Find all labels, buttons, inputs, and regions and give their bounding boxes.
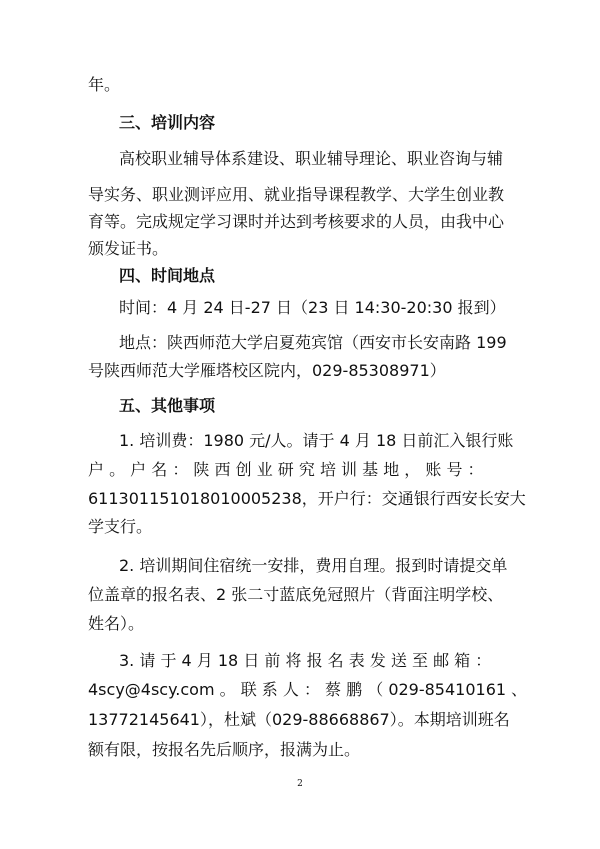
text-line: 姓名）。	[88, 614, 145, 633]
text-line: 位盖章的报名表、2 张二寸蓝底免冠照片（背面注明学校、	[88, 585, 504, 604]
text-line: 号陕西师范大学雁塔校区院内，029-85308971）	[88, 361, 446, 380]
text-line: 1. 培训费：1980 元/人。请于 4 月 18 日前汇入银行账	[119, 431, 514, 450]
text-line: 611301151018010005238，开户行：交通银行西安长安大	[88, 489, 526, 508]
text-line: 高校职业辅导体系建设、职业辅导理论、职业咨询与辅	[119, 149, 504, 168]
section-heading: 三、培训内容	[119, 113, 216, 132]
text-line: 时间：4 月 24 日-27 日（23 日 14:30-20:30 报到）	[119, 298, 506, 317]
text-line: 地点：陕西师范大学启夏苑宾馆（西安市长安南路 199	[119, 333, 507, 352]
text-line: 育等。完成规定学习课时并达到考核要求的人员，由我中心	[88, 212, 505, 231]
page-number: 2	[297, 779, 303, 789]
text-line: 13772145641），杜斌（029-88668867）。本期培训班名	[88, 710, 510, 729]
text-line: 学支行。	[88, 517, 153, 536]
text-line: 颁发证书。	[88, 239, 169, 258]
section-heading: 五、其他事项	[119, 396, 216, 415]
text-line: 3. 请 于 4 月 18 日 前 将 报 名 表 发 送 至 邮 箱 ：	[119, 651, 492, 670]
section-heading: 四、时间地点	[119, 266, 216, 285]
text-line: 导实务、职业测评应用、就业指导课程教学、大学生创业教	[88, 185, 505, 204]
text-line: 2. 培训期间住宿统一安排，费用自理。报到时请提交单	[119, 556, 508, 575]
text-line: 年。	[88, 75, 121, 94]
text-line: 额有限，按报名先后顺序，报满为止。	[88, 740, 361, 759]
text-line: 户 。 户 名 ： 陕 西 创 业 研 究 培 训 基 地 ， 账 号 ：	[88, 460, 484, 479]
text-line: 4scy@4scy.com 。 联 系 人 ： 蔡 鹏 （ 029-85410161 、	[88, 680, 528, 699]
